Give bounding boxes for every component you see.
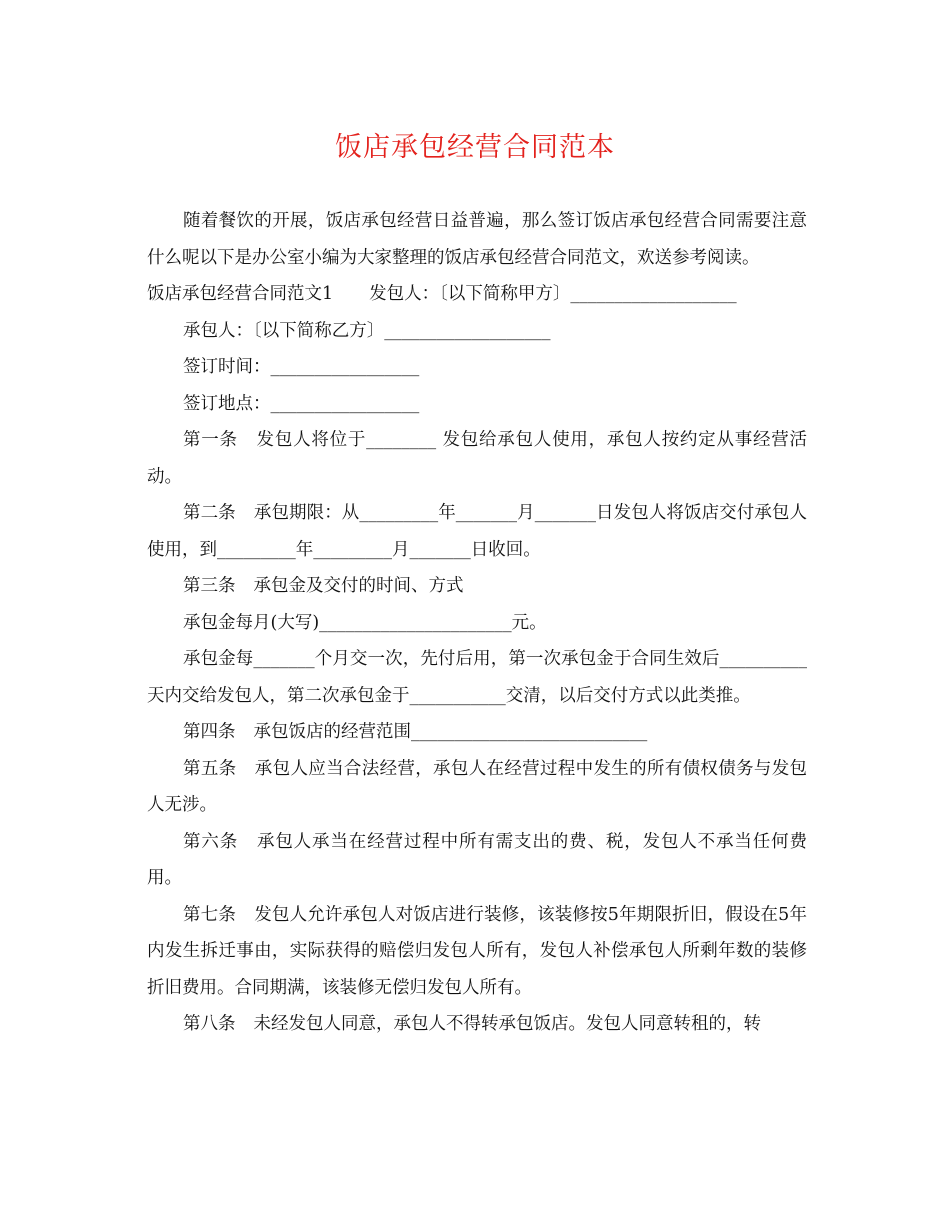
party-b-field: 承包人：〔以下简称乙方〕___________________ [183,320,551,341]
article-5 [147,751,807,824]
article-4-text: 承包饭店的经营范围___________________________ [253,722,648,742]
article-7-text: 发包人允许承包人对饭店进行装修，该装修按5年期限折旧，假设在5年内发生拆迁事由，实际获得的赔偿归发包人所有，发包人补偿承包人所剩年数的装修折旧费用。合同期满，该装修无偿归发包人所有。 [147,904,807,998]
article-3-line-2: 承包金每_______个月交一次，先付后用，第一次承包金于合同生效后__________天内交给发包人，第二次承包金于___________交清，以后交付方式以此类推。 [147,649,807,706]
article-3-line-1: 承包金每月(大写)______________________元。 [183,612,547,633]
article-8-label: 第八条 [183,1014,236,1034]
party-a-field: 发包人：〔以下简称甲方〕___________________ [369,284,737,304]
article-4 [147,714,807,751]
sample-heading-line [147,276,807,313]
article-4-label: 第四条 [183,722,236,742]
article-5-label: 第五条 [183,758,237,779]
article-2 [147,495,807,568]
article-3-text: 承包金及交付的时间、方式 [253,576,464,596]
article-8 [147,1006,807,1043]
article-7-label: 第七条 [183,904,237,925]
sign-place-field: 签订地点：_________________ [183,393,420,414]
sign-time-field: 签订时间：_________________ [183,357,420,377]
document-body [147,203,807,1043]
article-8-text: 未经发包人同意，承包人不得转承包饭店。发包人同意转租的，转 [253,1014,761,1034]
article-6-text: 承包人承当在经营过程中所有需支出的费、税，发包人不承当任何费用。 [147,831,808,888]
article-7 [147,897,807,1007]
article-2-text: 承包期限：从_________年_______月_______日发包人将饭店交付承包人使用，到_________年_________月_______日收回。 [147,503,808,560]
sample-heading: 饭店承包经营合同范文1 [147,284,334,304]
intro-paragraph: 随着餐饮的开展，饭店承包经营日益普遍，那么签订饭店承包经营合同需要注意什么呢以下是办公室小编为大家整理的饭店承包经营合同范文，欢送参考阅读。 [147,211,807,268]
article-2-label: 第二条 [183,503,236,523]
article-6 [147,824,807,897]
article-5-text: 承包人应当合法经营，承包人在经营过程中发生的所有债权债务与发包人无涉。 [147,758,808,815]
article-1-text: 发包人将位于________ 发包给承包人使用，承包人按约定从事经营活动。 [147,430,808,487]
article-1-label: 第一条 [183,430,238,450]
article-3 [147,568,807,605]
article-6-label: 第六条 [183,831,239,852]
article-1 [147,422,807,495]
article-3-label: 第三条 [183,576,236,596]
document-title: 饭店承包经营合同范本 [335,132,615,163]
